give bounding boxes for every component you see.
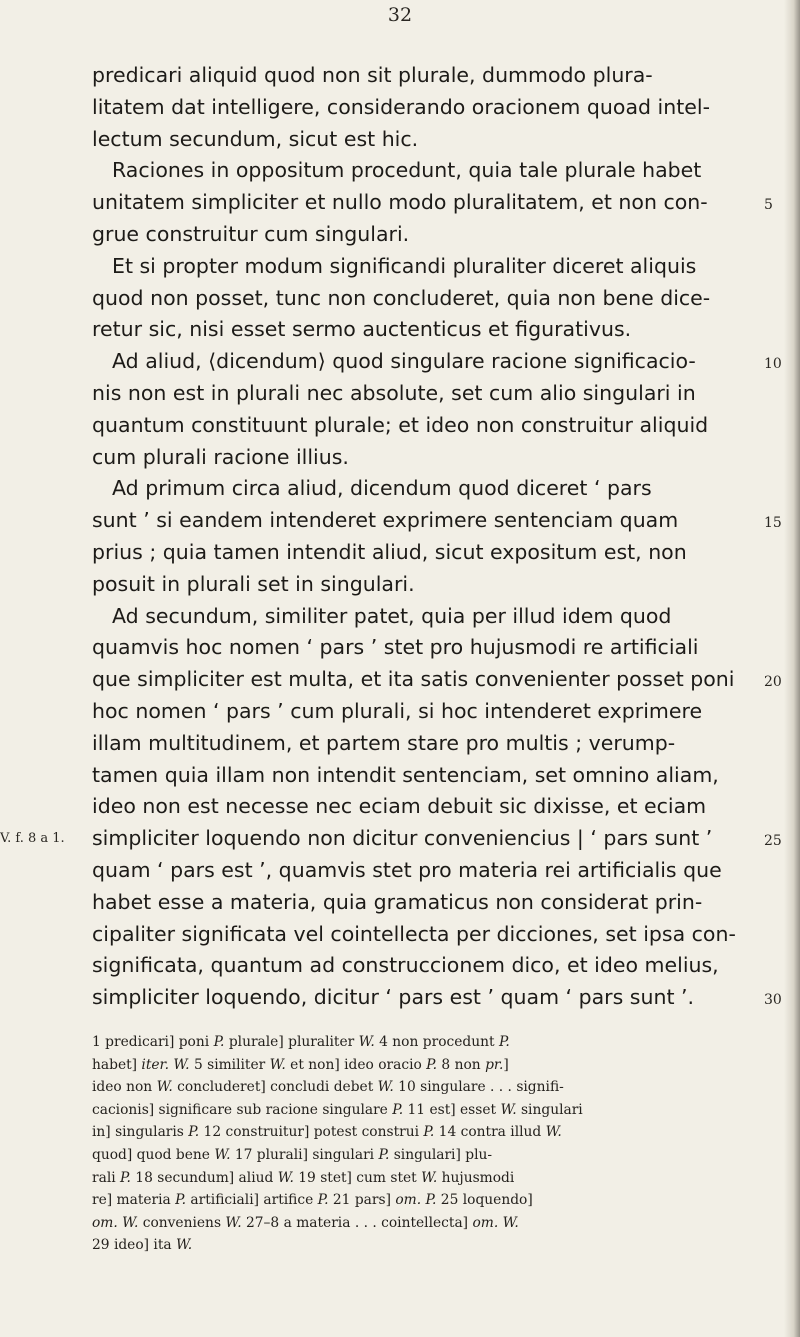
text-line: habet esse a materia, quia gramaticus non considerat prin- bbox=[92, 889, 703, 914]
text-line: cipaliter significata vel cointellecta per dicciones, set ipsa con- bbox=[92, 921, 736, 946]
apparatus-line: re] materia P. artificiali] artifice P. 21 pars] om. P. 25 loquendo] bbox=[92, 1192, 533, 1209]
text-line: posuit in plurali set in singulari. bbox=[92, 571, 415, 596]
page-edge-shadow bbox=[784, 0, 800, 1337]
main-text bbox=[0, 60, 782, 1014]
text-line: Et si propter modum significandi pluraliter diceret aliquis bbox=[112, 253, 697, 278]
text-line: tamen quia illam non intendit sentenciam, set omnino aliam, bbox=[92, 762, 719, 787]
text-line: que simpliciter est multa, et ita satis convenienter posset poni 20 bbox=[92, 664, 760, 696]
text-line: nis non est in plurali nec absolute, set cum alio singulari in bbox=[92, 380, 696, 405]
apparatus-line: in] singularis P. 12 construitur] potest construi P. 14 contra illud W. bbox=[92, 1124, 562, 1141]
apparatus-line: 1 predicari] poni P. plurale] pluraliter W. 4 non procedunt P. bbox=[92, 1034, 510, 1050]
line-number: 15 bbox=[764, 515, 782, 532]
text-line: illam multitudinem, et partem stare pro multis ; verump- bbox=[92, 730, 676, 755]
text-line: hoc nomen ‘ pars ’ cum plurali, si hoc intenderet exprimere bbox=[92, 698, 703, 723]
text-line: litatem dat intelligere, considerando oracionem quoad intel- bbox=[92, 94, 710, 119]
apparatus-line: cacionis] significare sub racione singulare P. 11 est] esset W. singulari bbox=[92, 1101, 583, 1118]
text-line: ideo non est necesse nec eciam debuit sic dixisse, et eciam bbox=[92, 794, 707, 819]
text-line: quantum constituunt plurale; et ideo non construitur aliquid bbox=[92, 412, 709, 437]
line-number: 5 bbox=[764, 197, 773, 214]
apparatus-line: habet] iter. W. 5 similiter W. et non] ideo oracio P. 8 non pr.] bbox=[92, 1056, 509, 1073]
text-line: quam ‘ pars est ’, quamvis stet pro materia rei artificialis que bbox=[92, 857, 722, 882]
text-line: simpliciter loquendo, dicitur ‘ pars est ’ quam ‘ pars sunt ’. 30 bbox=[92, 982, 760, 1014]
text-line: Ad aliud, ⟨dicendum⟩ quod singulare racione significacio- 10 bbox=[92, 346, 760, 378]
apparatus-line: rali P. 18 secundum] aliud W. 19 stet] cum stet W. hujusmodi bbox=[92, 1169, 515, 1186]
line-number: 20 bbox=[764, 674, 782, 691]
page-number: 32 bbox=[387, 4, 413, 26]
text-line: retur sic, nisi esset sermo auctenticus et figurativus. bbox=[92, 317, 632, 342]
text-line: grue construitur cum singulari. bbox=[92, 221, 410, 246]
text-line: cum plurali racione illius. bbox=[92, 444, 349, 469]
text-line: prius ; quia tamen intendit aliud, sicut expositum est, non bbox=[92, 539, 687, 564]
apparatus-line: om. W. conveniens W. 27–8 a materia . . . cointellecta] om. W. bbox=[92, 1214, 519, 1231]
apparatus-line: quod] quod bene W. 17 plurali] singulari P. singulari] plu- bbox=[92, 1146, 493, 1163]
apparatus-line: 29 ideo] ita W. bbox=[92, 1237, 193, 1254]
text-line: significata, quantum ad construccionem dico, et ideo melius, bbox=[92, 953, 719, 978]
text-line: Ad primum circa aliud, dicendum quod diceret ‘ pars bbox=[112, 476, 652, 501]
text-line: quamvis hoc nomen ‘ pars ’ stet pro hujusmodi re artificiali bbox=[92, 635, 699, 660]
margin-reference: V. f. 8 a 1. bbox=[0, 831, 65, 847]
text-line: Ad secundum, similiter patet, quia per illud idem quod bbox=[112, 603, 672, 628]
text-line: sunt ’ si eandem intenderet exprimere sentenciam quam 15 bbox=[92, 505, 760, 537]
text-line: predicari aliquid quod non sit plurale, dummodo plura- bbox=[92, 63, 653, 87]
critical-apparatus bbox=[92, 1031, 772, 1257]
text-line: V. f. 8 a 1. simpliciter loquendo non dicitur conveniencius | ‘ pars sunt ’ 25 bbox=[92, 823, 760, 855]
line-number: 30 bbox=[764, 992, 782, 1009]
text-line: quod non posset, tunc non concluderet, quia non bene dice- bbox=[92, 285, 711, 310]
text-line: unitatem simpliciter et nullo modo pluralitatem, et non con- 5 bbox=[92, 187, 760, 219]
text-line: Raciones in oppositum procedunt, quia tale plurale habet bbox=[112, 158, 702, 183]
line-number: 10 bbox=[764, 356, 782, 373]
apparatus-line: ideo non W. concluderet] concludi debet W. 10 singulare . . . signifi- bbox=[92, 1079, 564, 1096]
text-line: lectum secundum, sicut est hic. bbox=[92, 126, 419, 151]
line-number: 25 bbox=[764, 833, 782, 850]
